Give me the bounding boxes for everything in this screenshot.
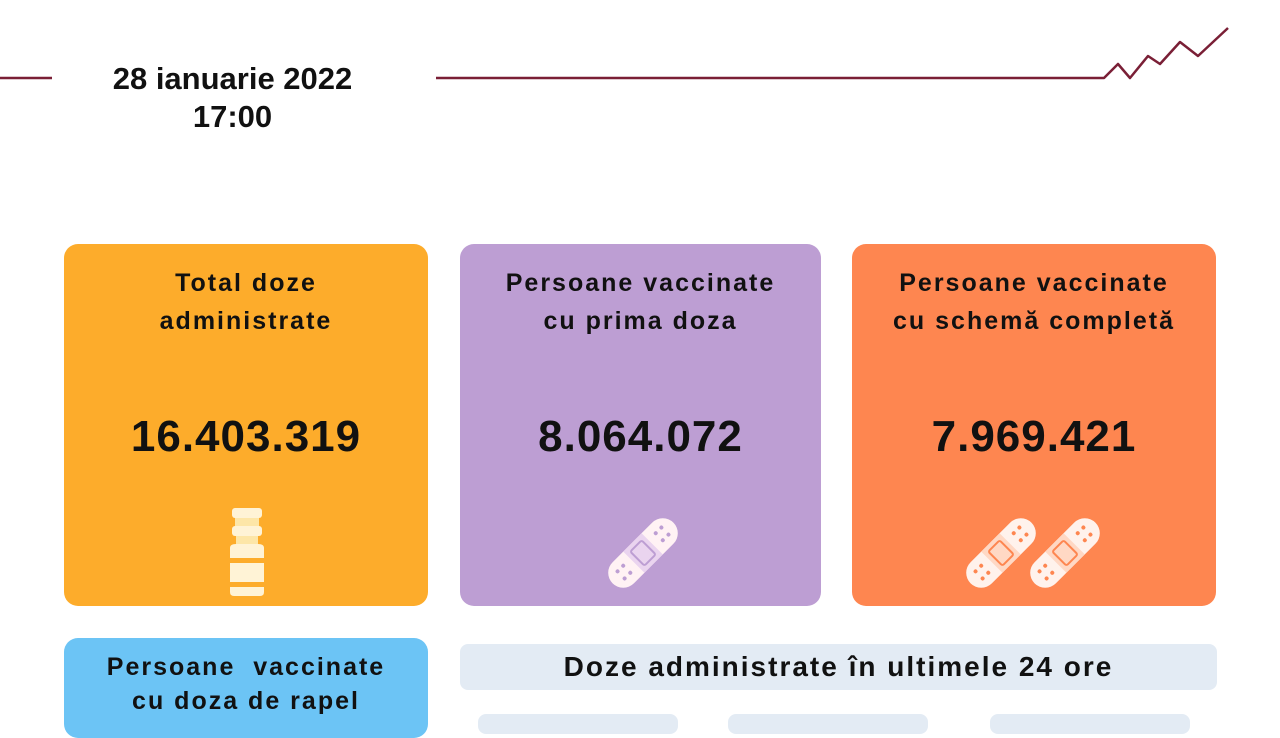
- card-title-line2: cu schemă completă: [893, 307, 1175, 335]
- card-title-line1: Persoane vaccinate: [505, 269, 776, 297]
- report-date: 28 ianuarie 2022: [112, 61, 353, 96]
- bandage-icon: [598, 508, 688, 598]
- card-booster-dose: [64, 638, 428, 738]
- card-title-line2: administrate: [159, 307, 333, 335]
- complete-scheme-value: 7.969.421: [931, 412, 1137, 461]
- last-24h-banner: Doze administrate în ultimele 24 ore: [460, 644, 1217, 690]
- card-title-line1: Persoane vaccinate: [106, 653, 386, 681]
- card-title-line1: Total doze: [175, 269, 317, 297]
- sub-card: [478, 714, 678, 734]
- card-title-line1: Persoane vaccinate: [899, 269, 1169, 297]
- card-total-doses: [64, 244, 428, 606]
- report-datetime: [60, 60, 405, 136]
- report-time: 17:00: [192, 99, 273, 134]
- card-title-line2: cu doza de rapel: [132, 687, 360, 715]
- vaccine-vial-icon: [224, 506, 270, 598]
- double-bandage-icon: [956, 508, 1116, 598]
- sub-card: [728, 714, 928, 734]
- first-dose-value: 8.064.072: [538, 412, 743, 461]
- total-doses-value: 16.403.319: [130, 412, 362, 461]
- card-title-line2: cu prima doza: [543, 307, 738, 335]
- card-first-dose: [460, 244, 821, 606]
- sub-card: [990, 714, 1190, 734]
- card-complete-scheme: [852, 244, 1216, 606]
